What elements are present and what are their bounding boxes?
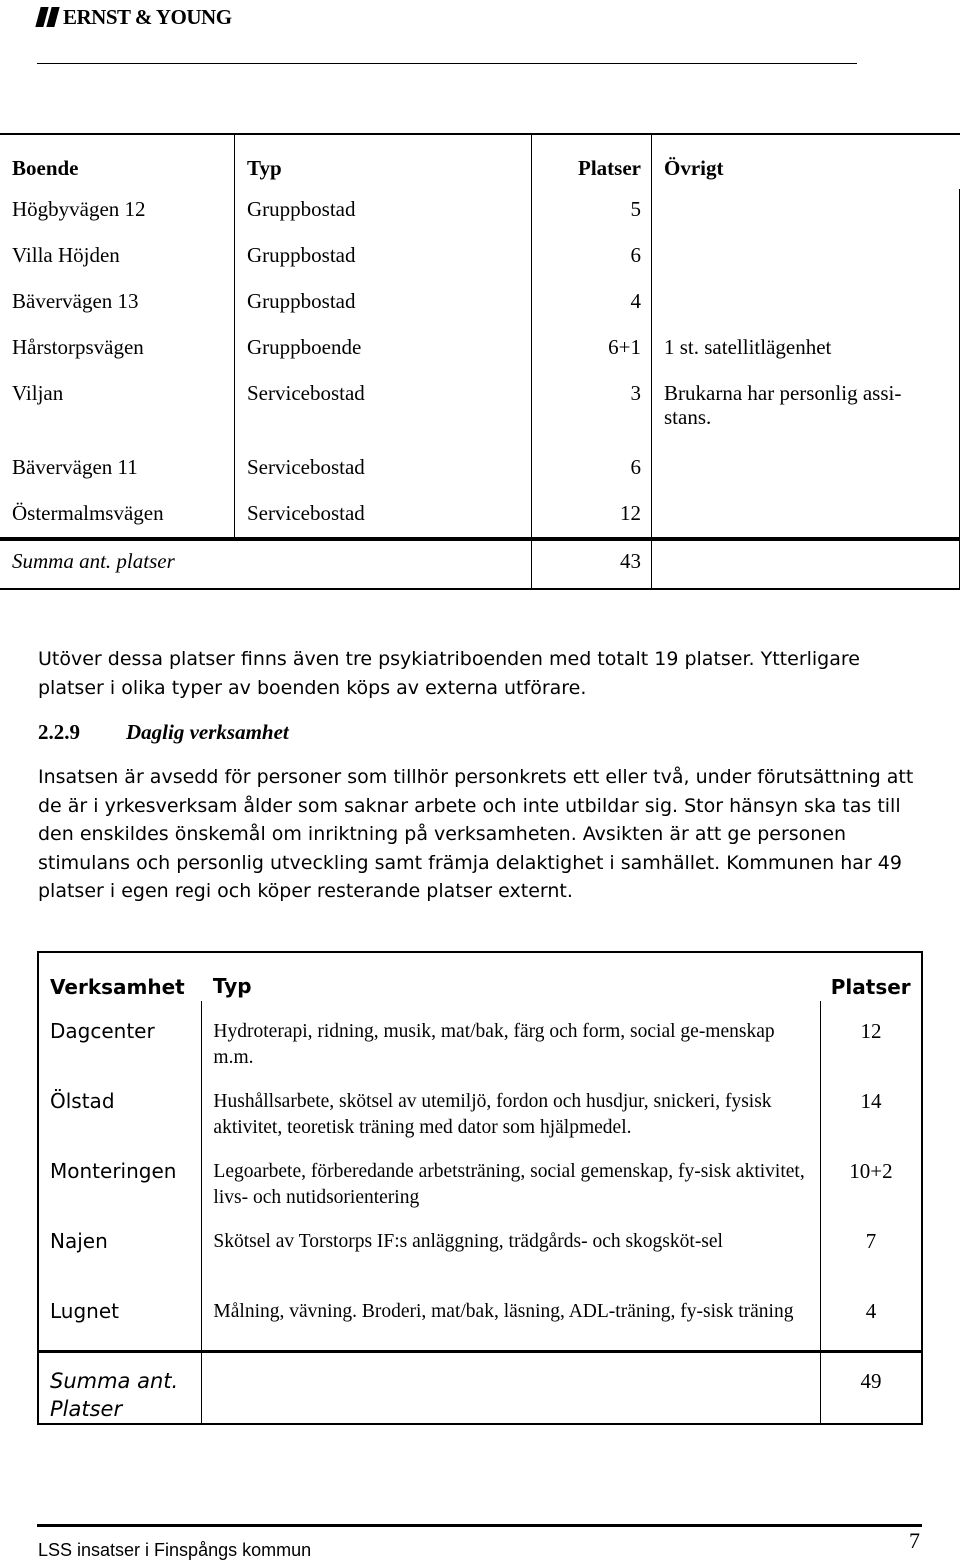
cell-typ: Hydroterapi, ridning, musik, mat/bak, färg och form, social ge-menskap m.m. (202, 1001, 820, 1071)
header-cell: Typ (235, 134, 532, 189)
table-row (0, 327, 960, 373)
cell-typ: Gruppbostad (235, 235, 532, 281)
table-row (38, 1141, 922, 1211)
cell-verksamhet: Lugnet (38, 1281, 202, 1351)
paragraph-psykiatri: Utöver dessa platser finns även tre psykiatriboenden med totalt 19 platser. Ytterligare platser i olika typer av boenden köps av externa utförare. (38, 648, 860, 699)
cell-platser: 6+1 (532, 327, 652, 373)
cell-boende: Högbyvägen 12 (0, 189, 235, 235)
cell-platser: 3 (532, 373, 652, 447)
cell-verksamhet: Najen (38, 1211, 202, 1281)
cell-platser: 5 (532, 189, 652, 235)
footer-rule (37, 1524, 922, 1527)
cell-ovrigt (652, 281, 960, 327)
cell-ovrigt (652, 493, 960, 539)
cell-verksamhet: Dagcenter (38, 1001, 202, 1071)
header-cell: Boende (0, 134, 235, 189)
cell-ovrigt: 1 st. satellitlägenhet (652, 327, 960, 373)
paragraph-daglig-verksamhet: Insatsen är avsedd för personer som tillhör personkrets ett eller två, under förutsättning att de är i yrkesverksam ålder som saknar arbete och inte utbildar sig. Stor hänsyn ska tas till den enskildes önskemål om inriktning på verksamheten. Avsikten är att ge personen stimulans och personlig utveckling samt främja delaktighet i samhället. Kommunen har 49 platser i egen regi och köper resterande platser externt. (38, 766, 914, 902)
footer-title: LSS insatser i Finspångs kommun (38, 1540, 312, 1560)
cell-typ: Skötsel av Torstorps IF:s anläggning, trädgårds- och skogsköt-sel (202, 1211, 820, 1281)
page-number: 7 (909, 1528, 920, 1553)
header-cell: Platser (532, 134, 652, 189)
table-row (0, 235, 960, 281)
table-row (0, 189, 960, 235)
sum-label: Summa ant. Platser (38, 1351, 202, 1424)
ernst-young-logo (38, 4, 232, 30)
table-row (0, 493, 960, 539)
cell-platser: 4 (865, 1299, 877, 1323)
table-row (38, 1071, 922, 1141)
table-row (38, 1211, 922, 1281)
table-row (38, 1281, 922, 1351)
cell-platser: 12 (860, 1019, 882, 1043)
sum-value: 43 (532, 539, 652, 589)
table-row (0, 447, 960, 493)
table-row (0, 281, 960, 327)
cell-ovrigt (652, 235, 960, 281)
table-header-row (0, 134, 960, 189)
cell-boende: Hårstorpsvägen (0, 327, 235, 373)
table-row (0, 373, 960, 447)
section-number: 2.2.9 (38, 720, 80, 744)
activity-table (37, 951, 923, 1425)
cell-typ: Gruppbostad (235, 189, 532, 235)
header-cell: Platser (830, 975, 911, 999)
section-heading (38, 720, 289, 745)
cell-platser: 10+2 (849, 1159, 893, 1183)
section-title: Daglig verksamhet (126, 720, 289, 744)
cell-verksamhet: Monteringen (38, 1141, 202, 1211)
housing-table (0, 133, 960, 590)
header-cell: Typ (212, 974, 252, 998)
cell-typ: Servicebostad (235, 447, 532, 493)
sum-empty (235, 539, 532, 589)
table-header-row (38, 952, 922, 1001)
cell-typ: Servicebostad (235, 493, 532, 539)
cell-typ: Servicebostad (235, 373, 532, 447)
cell-boende: Bävervägen 13 (0, 281, 235, 327)
cell-ovrigt (652, 447, 960, 493)
cell-typ: Hushållsarbete, skötsel av utemiljö, fordon och husdjur, snickeri, fysisk aktivitet, teoretisk träning med dator som hjälpmedel. (202, 1071, 820, 1141)
sum-empty (202, 1351, 820, 1424)
cell-boende: Östermalmsvägen (0, 493, 235, 539)
cell-typ: Gruppboende (235, 327, 532, 373)
header-rule (37, 63, 857, 64)
table-sum-row (0, 539, 960, 589)
sum-value: 49 (820, 1351, 922, 1424)
table-row (38, 1001, 922, 1071)
cell-platser: 6 (532, 235, 652, 281)
cell-verksamhet: Ölstad (38, 1071, 202, 1141)
logo-mark-icon (38, 7, 57, 27)
sum-empty (652, 539, 960, 589)
cell-boende: Viljan (0, 373, 235, 447)
cell-typ: Gruppbostad (235, 281, 532, 327)
cell-typ: Målning, vävning. Broderi, mat/bak, läsning, ADL-träning, fy-sisk träning (202, 1281, 820, 1351)
header-cell: Övrigt (652, 134, 960, 189)
header-cell: Verksamhet (50, 975, 185, 999)
logo-text: ERNST & YOUNG (63, 4, 232, 29)
cell-boende: Villa Höjden (0, 235, 235, 281)
cell-platser: 6 (532, 447, 652, 493)
cell-platser: 7 (865, 1229, 877, 1253)
cell-ovrigt: Brukarna har personlig assi-stans. (652, 373, 960, 447)
cell-platser: 12 (532, 493, 652, 539)
cell-platser: 4 (532, 281, 652, 327)
cell-ovrigt (652, 189, 960, 235)
cell-platser: 14 (860, 1089, 882, 1113)
cell-typ: Legoarbete, förberedande arbetsträning, social gemenskap, fy-sisk aktivitet, livs- och nutidsorientering (202, 1141, 820, 1211)
cell-boende: Bävervägen 11 (0, 447, 235, 493)
table-sum-row (38, 1351, 922, 1424)
sum-label: Summa ant. platser (0, 539, 235, 589)
